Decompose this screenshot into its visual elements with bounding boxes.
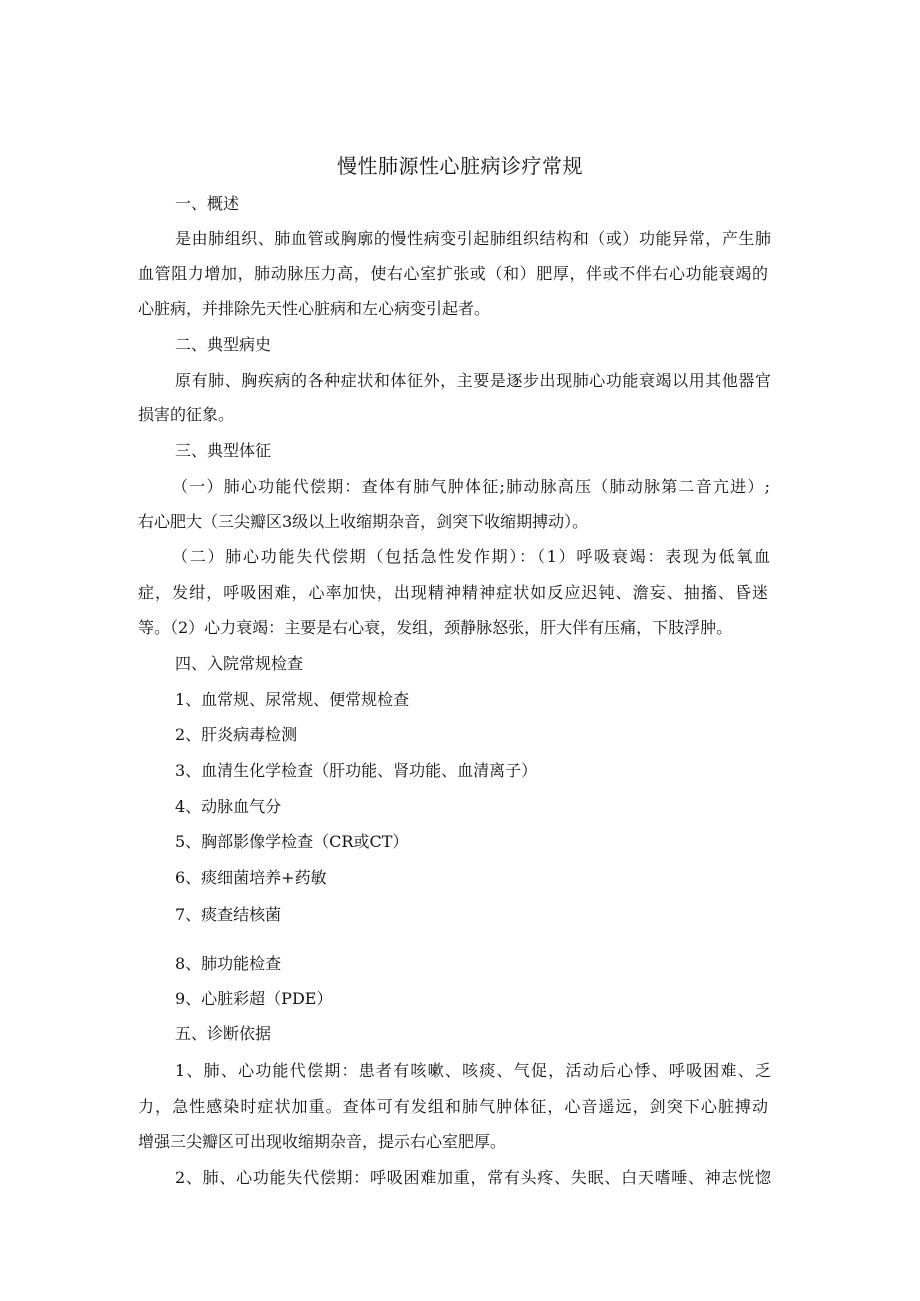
list-item: 8、肺功能检查	[175, 954, 282, 973]
section-heading-history: 二、典型病史	[175, 335, 272, 354]
section-heading-diagnosis: 五、诊断依据	[175, 1024, 272, 1043]
section-heading-overview: 一、概述	[175, 194, 240, 213]
paragraph-line: 等。（2）心力衰竭：主要是右心衰，发组，颈静脉怒张，肝大伴有压痛，下肢浮肿。	[138, 618, 733, 637]
paragraph-line: （二）肺心功能失代偿期（包括急性发作期）：（1）呼吸衰竭：表现为低氧血	[172, 547, 770, 566]
document-title: 慢性肺源性心脏病诊疗常规	[337, 154, 583, 178]
paragraph-line: 力，急性感染时症状加重。查体可有发组和肺气肿体征，心音遥远，剑突下心脏搏动	[138, 1097, 768, 1116]
paragraph-line: 症，发绀，呼吸困难，心率加快，出现精神精神症状如反应迟钝、澹妄、抽搐、昏迷	[138, 583, 768, 602]
list-item: 6、痰细菌培养+药敏	[175, 868, 327, 887]
paragraph-line: 1、肺、心功能代偿期：患者有咳嗽、咳痰、气促，活动后心悸、呼吸困难、乏	[175, 1061, 771, 1080]
list-item: 7、痰查结核菌	[175, 905, 282, 924]
section-heading-signs: 三、典型体征	[175, 441, 272, 460]
paragraph-line: （一）肺心功能代偿期：查体有肺气肿体征;肺动脉高压（肺动脉第二音亢进）;	[172, 477, 770, 496]
list-item: 1、血常规、尿常规、便常规检查	[175, 690, 410, 709]
paragraph-line: 血管阻力增加，肺动脉压力高，使右心室扩张或（和）肥厚，伴或不伴右心功能衰竭的	[138, 264, 768, 283]
paragraph-line: 心脏病，并排除先天性心脏病和左心病变引起者。	[138, 299, 491, 318]
list-item: 3、血清生化学检查（肝功能、肾功能、血清离子）	[175, 761, 538, 780]
section-heading-exams: 四、入院常规检查	[175, 654, 304, 673]
list-item: 9、心脏彩超（PDE）	[175, 989, 333, 1008]
paragraph-line: 增强三尖瓣区可出现收缩期杂音，提示右心室肥厚。	[138, 1132, 507, 1151]
paragraph-line: 右心肥大（三尖瓣区3级以上收缩期杂音，剑突下收缩期搏动）。	[138, 512, 589, 531]
list-item: 2、肝炎病毒检测	[175, 725, 298, 744]
paragraph-line: 原有肺、胸疾病的各种症状和体征外，主要是逐步出现肺心功能衰竭以用其他器官	[175, 371, 771, 390]
paragraph-line: 2、肺、心功能失代偿期：呼吸困难加重，常有头疼、失眠、白天嗜唾、神志恍惚	[175, 1168, 771, 1187]
paragraph-line: 损害的征象。	[138, 405, 235, 424]
paragraph-line: 是由肺组织、肺血管或胸廓的慢性病变引起肺组织结构和（或）功能异常，产生肺	[175, 229, 771, 248]
list-item: 5、胸部影像学检查（CR或CT）	[175, 832, 409, 851]
list-item: 4、动脉血气分	[175, 797, 282, 816]
